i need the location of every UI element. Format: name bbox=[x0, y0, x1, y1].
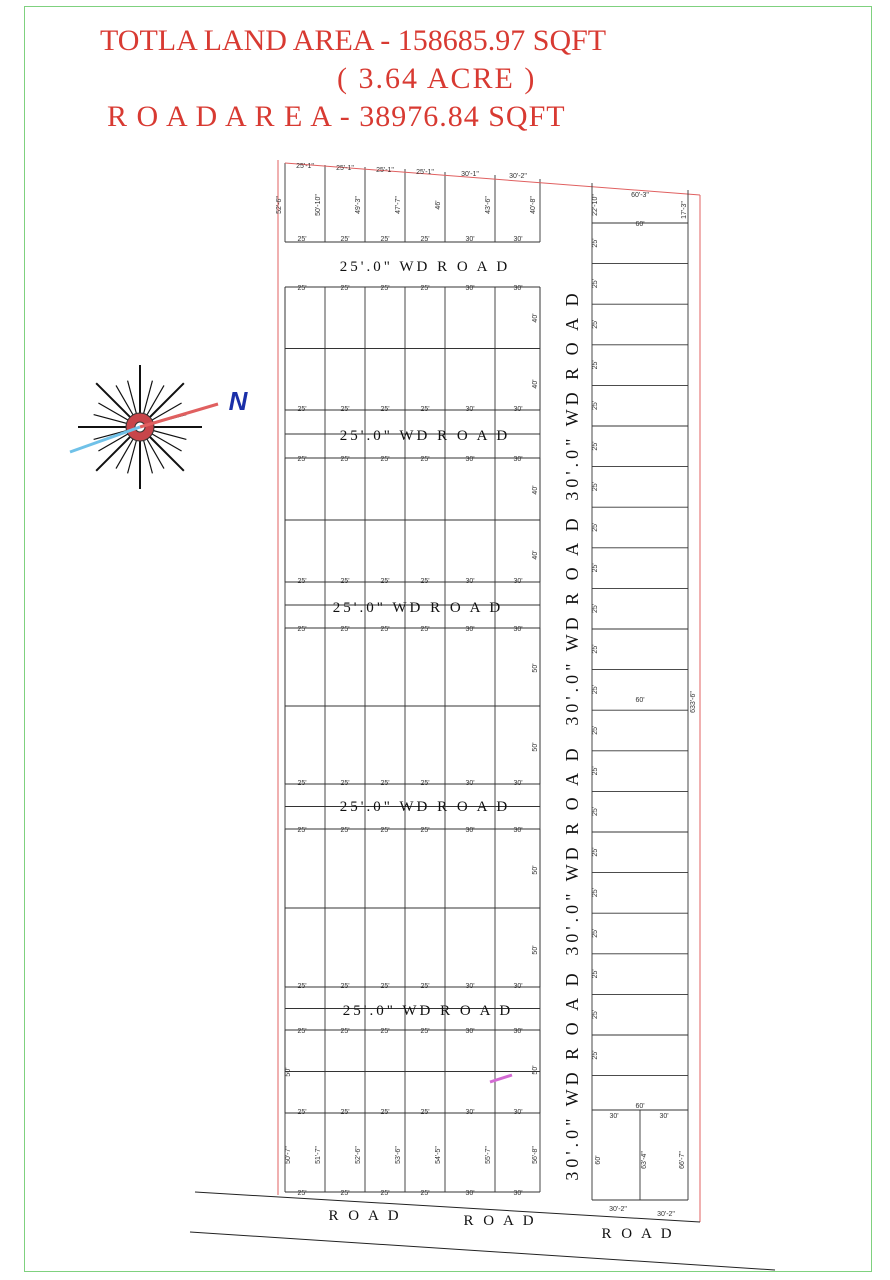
plot-width-label: 25' bbox=[420, 578, 430, 585]
plot-width-label: 25' bbox=[420, 983, 430, 990]
plot-width-label: 30' bbox=[465, 1028, 475, 1035]
plot-width-label: 30' bbox=[465, 1109, 475, 1116]
east-plot-label: 25' bbox=[592, 522, 599, 532]
dimension-label: 25'-1" bbox=[336, 165, 354, 172]
south-road-edge bbox=[190, 1232, 775, 1270]
plot-width-label: 25' bbox=[420, 236, 430, 243]
plot-width-label: 25' bbox=[420, 1109, 430, 1116]
east-bottom-depth: 60' bbox=[595, 1155, 602, 1165]
plot-width-label: 30' bbox=[513, 456, 523, 463]
plot-width-label: 25' bbox=[380, 236, 390, 243]
plot-width-label: 30' bbox=[465, 1190, 475, 1197]
vertical-road-label: 30'.0" WD R O A D bbox=[562, 744, 582, 956]
depth-label: 50' bbox=[532, 1065, 539, 1075]
plot-width-label: 30' bbox=[513, 1109, 523, 1116]
depth-label: 56'-8" bbox=[532, 1146, 539, 1164]
east-plot-label: 25' bbox=[592, 319, 599, 329]
north-label: N bbox=[228, 386, 248, 416]
dimension-labels bbox=[276, 163, 697, 1218]
dimension-label: 25'-1" bbox=[296, 163, 314, 170]
plot-width-label: 25' bbox=[380, 578, 390, 585]
plot-width-label: 25' bbox=[420, 406, 430, 413]
east-plot-label: 25' bbox=[592, 441, 599, 451]
depth-label: 50' bbox=[532, 742, 539, 752]
east-plot-label: 25' bbox=[592, 928, 599, 938]
plot-width-label: 25' bbox=[340, 406, 350, 413]
plot-width-label: 25' bbox=[420, 1190, 430, 1197]
plot-width-label: 25' bbox=[380, 285, 390, 292]
bottom-road-label: R O A D bbox=[328, 1208, 402, 1224]
bottom-road-label: R O A D bbox=[463, 1213, 537, 1229]
plot-width-label: 30' bbox=[513, 406, 523, 413]
east-plot-label: 25' bbox=[592, 238, 599, 248]
plot-width-label: 25' bbox=[380, 1109, 390, 1116]
plot-width-label: 30' bbox=[465, 236, 475, 243]
depth-label: 50'-7" bbox=[285, 1146, 292, 1164]
plot-width-label: 30' bbox=[513, 780, 523, 787]
plot-width-label: 30' bbox=[513, 1028, 523, 1035]
plot-width-label: 25' bbox=[297, 983, 307, 990]
east-plot-label: 25' bbox=[592, 806, 599, 816]
horizontal-road-label: 25'.0" WD R O A D bbox=[339, 799, 511, 815]
plot-width-label: 25' bbox=[420, 456, 430, 463]
plot-width-label: 25' bbox=[297, 1028, 307, 1035]
plot-width-label: 30' bbox=[513, 1190, 523, 1197]
plot-width-label: 25' bbox=[380, 456, 390, 463]
depth-label: 50' bbox=[532, 865, 539, 875]
east-bottom-width: 30' bbox=[659, 1113, 669, 1120]
east-width-label: 60' bbox=[635, 221, 645, 228]
plot-width-label: 30' bbox=[513, 983, 523, 990]
horizontal-road-label: 25'.0" WD R O A D bbox=[339, 428, 511, 444]
plot-width-label: 25' bbox=[297, 406, 307, 413]
east-depth-label: 17'-3" bbox=[681, 201, 688, 219]
plot-width-label: 25' bbox=[340, 626, 350, 633]
plot-width-label: 25' bbox=[380, 780, 390, 787]
east-plot-label: 25' bbox=[592, 279, 599, 289]
plot-width-label: 25' bbox=[420, 827, 430, 834]
plot-width-label: 25' bbox=[420, 626, 430, 633]
east-width-label: 60' bbox=[635, 1103, 645, 1110]
plot-width-label: 30' bbox=[465, 285, 475, 292]
plot-width-label: 25' bbox=[297, 1109, 307, 1116]
depth-label: 49'-3" bbox=[355, 196, 362, 214]
east-plot-label: 25' bbox=[592, 969, 599, 979]
plot-width-label: 30' bbox=[465, 780, 475, 787]
depth-label: 55'-7" bbox=[485, 1146, 492, 1164]
horizontal-road-label: 25'.0" WD R O A D bbox=[332, 600, 504, 616]
dimension-label: 25'-1" bbox=[376, 167, 394, 174]
plot-width-label: 25' bbox=[340, 780, 350, 787]
east-bottom-base: 30'-2" bbox=[657, 1211, 675, 1218]
plot-width-label: 30' bbox=[465, 456, 475, 463]
east-width-label: 60' bbox=[635, 697, 645, 704]
dimension-label: 30'-2" bbox=[509, 173, 527, 180]
east-depth-label: 22'-10" bbox=[592, 194, 599, 216]
plot-width-label: 25' bbox=[420, 1028, 430, 1035]
bottom-road-label: R O A D bbox=[601, 1226, 675, 1242]
plot-width-label: 25' bbox=[340, 578, 350, 585]
east-plot-label: 25' bbox=[592, 847, 599, 857]
east-plot-label: 25' bbox=[592, 563, 599, 573]
road-area-title: R O A D A R E A - 38976.84 SQFT bbox=[107, 100, 566, 133]
plot-width-label: 25' bbox=[340, 983, 350, 990]
plot-width-label: 25' bbox=[380, 827, 390, 834]
compass-south-arrow bbox=[70, 427, 140, 452]
plot-width-label: 30' bbox=[513, 578, 523, 585]
east-total-label: 633'-6" bbox=[690, 691, 697, 713]
depth-label: 50'-10" bbox=[315, 194, 322, 216]
plot-width-label: 25' bbox=[380, 406, 390, 413]
east-plot-label: 25' bbox=[592, 1009, 599, 1019]
dimension-label: 30'-1" bbox=[461, 171, 479, 178]
vertical-road-label: 30'.0" WD R O A D bbox=[562, 969, 582, 1181]
depth-label: 52'-6" bbox=[355, 1146, 362, 1164]
depth-label: 53'-6" bbox=[395, 1146, 402, 1164]
east-plot-label: 25' bbox=[592, 725, 599, 735]
depth-label: 40' bbox=[532, 313, 539, 323]
east-bottom-depth: 63'-4" bbox=[641, 1151, 648, 1169]
east-plot-label: 25' bbox=[592, 603, 599, 613]
plot-width-label: 30' bbox=[513, 827, 523, 834]
plot-width-label: 25' bbox=[340, 1190, 350, 1197]
plot-width-label: 25' bbox=[297, 827, 307, 834]
plot-width-label: 25' bbox=[297, 285, 307, 292]
depth-label: 51'-7" bbox=[315, 1146, 322, 1164]
plot-width-label: 25' bbox=[420, 285, 430, 292]
plot-width-label: 25' bbox=[420, 780, 430, 787]
plot-width-label: 25' bbox=[297, 626, 307, 633]
plot-width-label: 25' bbox=[340, 827, 350, 834]
plot-width-label: 25' bbox=[297, 456, 307, 463]
plot-width-label: 30' bbox=[465, 983, 475, 990]
plot-width-label: 25' bbox=[297, 578, 307, 585]
plot-width-label: 25' bbox=[297, 780, 307, 787]
east-width-label: 60'-3" bbox=[631, 192, 649, 199]
depth-label: 40' bbox=[532, 550, 539, 560]
plot-width-label: 30' bbox=[465, 827, 475, 834]
marker-line bbox=[490, 1075, 512, 1082]
compass-icon bbox=[70, 365, 249, 489]
plot-width-label: 25' bbox=[380, 1028, 390, 1035]
depth-label: 50' bbox=[532, 945, 539, 955]
dimension-label: 25'-1" bbox=[416, 169, 434, 176]
plot-width-label: 30' bbox=[465, 578, 475, 585]
horizontal-road-label: 25'.0" WD R O A D bbox=[339, 259, 511, 275]
horizontal-road-label: 25'.0" WD R O A D bbox=[342, 1003, 514, 1019]
plot-width-label: 30' bbox=[513, 285, 523, 292]
depth-label: 43'-6" bbox=[485, 196, 492, 214]
plot-width-label: 25' bbox=[340, 285, 350, 292]
plot-width-label: 30' bbox=[465, 406, 475, 413]
plot-width-label: 30' bbox=[513, 626, 523, 633]
plot-width-label: 25' bbox=[340, 1109, 350, 1116]
depth-label: 47'-7" bbox=[395, 196, 402, 214]
east-plot-label: 25' bbox=[592, 482, 599, 492]
plot-width-label: 25' bbox=[380, 626, 390, 633]
east-bottom-depth: 66'-7" bbox=[679, 1151, 686, 1169]
plot-width-label: 25' bbox=[297, 236, 307, 243]
depth-label: 50' bbox=[532, 663, 539, 673]
plot-width-label: 25' bbox=[380, 983, 390, 990]
east-plot-label: 25' bbox=[592, 360, 599, 370]
east-plot-label: 25' bbox=[592, 685, 599, 695]
plot-width-label: 30' bbox=[513, 236, 523, 243]
vertical-road-label: 30'.0" WD R O A D bbox=[562, 289, 582, 501]
plot-width-label: 25' bbox=[340, 456, 350, 463]
plot-width-label: 30' bbox=[465, 626, 475, 633]
vertical-road-label: 30'.0" WD R O A D bbox=[562, 514, 582, 726]
depth-label: 50' bbox=[285, 1067, 292, 1077]
east-plot-label: 25' bbox=[592, 644, 599, 654]
acre-title: ( 3.64 ACRE ) bbox=[337, 62, 537, 95]
plot-width-label: 25' bbox=[297, 1190, 307, 1197]
depth-label: 52'-6" bbox=[276, 196, 283, 214]
east-plot-label: 25' bbox=[592, 400, 599, 410]
depth-label: 40' bbox=[532, 485, 539, 495]
east-bottom-width: 30' bbox=[609, 1113, 619, 1120]
total-land-area-title: TOTLA LAND AREA - 158685.97 SQFT bbox=[100, 24, 607, 57]
plot-width-label: 25' bbox=[340, 236, 350, 243]
east-plot-label: 25' bbox=[592, 1050, 599, 1060]
plot-width-label: 25' bbox=[380, 1190, 390, 1197]
east-plot-label: 25' bbox=[592, 766, 599, 776]
depth-label: 40' bbox=[532, 379, 539, 389]
depth-label: 40'-8" bbox=[530, 196, 537, 214]
depth-label: 46' bbox=[435, 200, 442, 210]
depth-label: 54'-5" bbox=[435, 1146, 442, 1164]
plot-lines bbox=[190, 160, 775, 1270]
east-bottom-base: 30'-2" bbox=[609, 1206, 627, 1213]
east-plot-label: 25' bbox=[592, 888, 599, 898]
plot-width-label: 25' bbox=[340, 1028, 350, 1035]
